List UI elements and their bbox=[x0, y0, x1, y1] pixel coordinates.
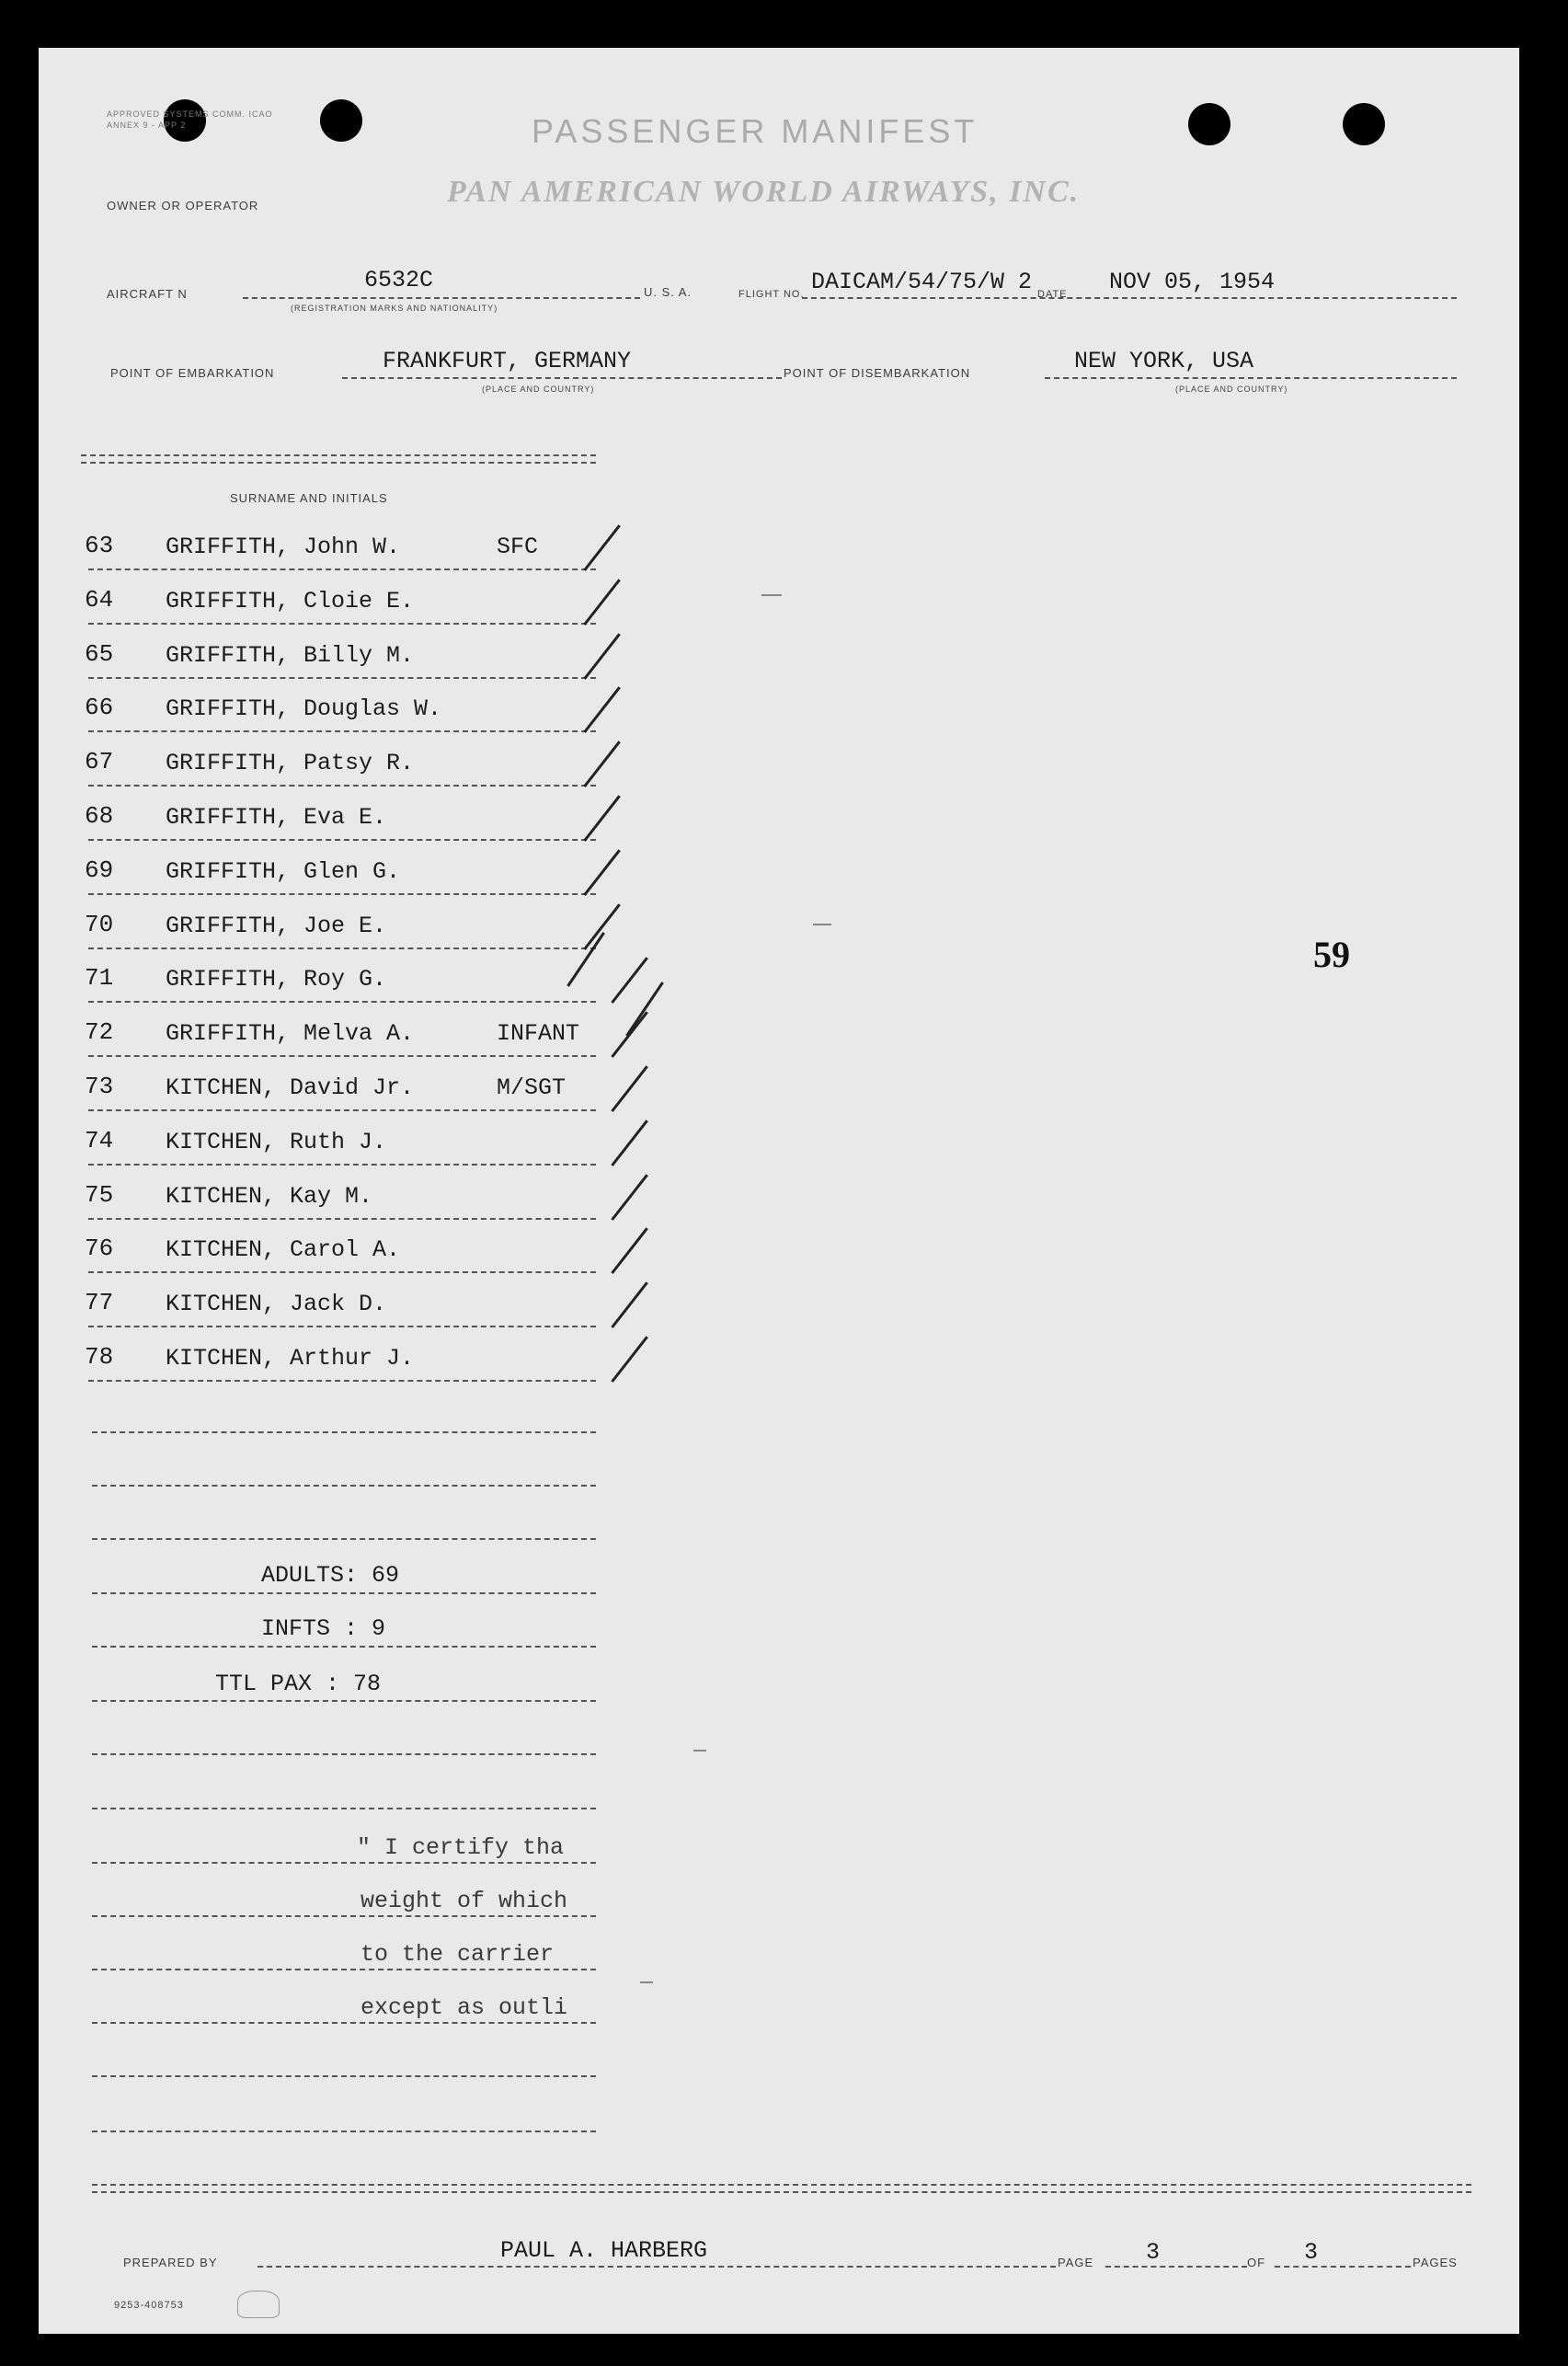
row-number: 75 bbox=[85, 1181, 114, 1209]
owner-label: OWNER OR OPERATOR bbox=[107, 199, 259, 212]
sheet-number: 59 bbox=[1313, 934, 1350, 975]
flight-date-line bbox=[802, 297, 1457, 299]
punch-hole bbox=[1343, 103, 1385, 145]
header-rule bbox=[81, 454, 596, 456]
row-number: 70 bbox=[85, 911, 114, 938]
date-value: NOV 05, 1954 bbox=[1109, 269, 1276, 295]
date-label: DATE bbox=[1037, 289, 1068, 300]
stray-mark bbox=[813, 924, 831, 925]
row-number: 66 bbox=[85, 694, 114, 721]
manifest-title: PASSENGER MANIFEST bbox=[532, 112, 979, 150]
row-number: 76 bbox=[85, 1235, 114, 1262]
row-line bbox=[88, 730, 596, 732]
row-number: 63 bbox=[85, 532, 114, 559]
row-number: 72 bbox=[85, 1018, 114, 1046]
stray-mark bbox=[693, 1750, 706, 1752]
certification-line: " I certify tha bbox=[357, 1834, 565, 1861]
footer-rule bbox=[92, 2184, 1471, 2186]
passenger-name: KITCHEN, David Jr. bbox=[166, 1074, 415, 1101]
blank-line bbox=[92, 1592, 596, 1594]
row-number: 67 bbox=[85, 748, 114, 775]
certification-line: to the carrier bbox=[361, 1941, 555, 1968]
punch-hole bbox=[1188, 103, 1230, 145]
row-number: 69 bbox=[85, 856, 114, 884]
disembarkation-line bbox=[1045, 377, 1457, 379]
row-number: 68 bbox=[85, 802, 114, 830]
page-label: PAGE bbox=[1058, 2256, 1094, 2269]
page-line bbox=[1105, 2266, 1247, 2268]
stray-mark bbox=[640, 1981, 653, 1983]
passenger-name: GRIFFITH, Roy G. bbox=[166, 966, 387, 993]
infants-total: INFTS : 9 bbox=[261, 1615, 386, 1642]
row-number: 73 bbox=[85, 1073, 114, 1100]
blank-line bbox=[92, 1969, 596, 1970]
prepared-by-label: PREPARED BY bbox=[123, 2256, 218, 2269]
row-number: 71 bbox=[85, 964, 114, 992]
passenger-name: GRIFFITH, Glen G. bbox=[166, 858, 401, 885]
approval-note: APPROVED SYSTEMS COMM. ICAO ANNEX 9 - APP 2 bbox=[107, 109, 273, 130]
aircraft-value: 6532C bbox=[364, 267, 434, 293]
registration-caption: (REGISTRATION MARKS AND NATIONALITY) bbox=[291, 304, 498, 313]
blank-line bbox=[92, 1538, 596, 1540]
pages-label: PAGES bbox=[1413, 2256, 1458, 2269]
row-line bbox=[88, 1271, 596, 1273]
of-line bbox=[1275, 2266, 1411, 2268]
embarkation-value: FRANKFURT, GERMANY bbox=[383, 348, 632, 374]
of-label: OF bbox=[1247, 2256, 1266, 2269]
row-line bbox=[88, 1055, 596, 1057]
row-line bbox=[88, 623, 596, 625]
row-line bbox=[88, 1326, 596, 1327]
blank-line bbox=[92, 1485, 596, 1487]
owner-value: PAN AMERICAN WORLD AIRWAYS, INC. bbox=[447, 175, 1081, 209]
adults-total: ADULTS: 69 bbox=[261, 1562, 400, 1589]
blank-line bbox=[92, 1646, 596, 1648]
row-line bbox=[88, 1380, 596, 1382]
passenger-note: INFANT bbox=[497, 1020, 580, 1047]
passenger-name: KITCHEN, Jack D. bbox=[166, 1291, 387, 1317]
passenger-note: SFC bbox=[497, 534, 539, 560]
passenger-name: GRIFFITH, Joe E. bbox=[166, 913, 387, 939]
row-number: 64 bbox=[85, 586, 114, 614]
disembarkation-caption: (PLACE AND COUNTRY) bbox=[1175, 385, 1288, 394]
row-number: 74 bbox=[85, 1127, 114, 1154]
blank-line bbox=[92, 2075, 596, 2077]
aircraft-label: AIRCRAFT N bbox=[107, 287, 188, 301]
aircraft-line bbox=[243, 297, 640, 299]
row-line bbox=[88, 569, 596, 570]
prepared-line bbox=[258, 2266, 1056, 2268]
row-line bbox=[88, 839, 596, 841]
passenger-name: GRIFFITH, Patsy R. bbox=[166, 750, 415, 776]
row-number: 77 bbox=[85, 1289, 114, 1316]
row-line bbox=[88, 1109, 596, 1111]
form-number: 9253-408753 bbox=[114, 2300, 184, 2311]
row-line bbox=[88, 948, 596, 949]
disembarkation-label: POINT OF DISEMBARKATION bbox=[784, 366, 971, 380]
passenger-name: GRIFFITH, Billy M. bbox=[166, 642, 415, 669]
header-rule bbox=[81, 462, 596, 464]
punch-hole bbox=[320, 99, 362, 142]
footer-rule bbox=[92, 2191, 1471, 2193]
blank-line bbox=[92, 1431, 596, 1433]
row-line bbox=[88, 1001, 596, 1003]
page-value: 3 bbox=[1146, 2239, 1161, 2266]
passenger-name: GRIFFITH, Cloie E. bbox=[166, 588, 415, 614]
passenger-name: KITCHEN, Arthur J. bbox=[166, 1345, 415, 1372]
blank-line bbox=[92, 1700, 596, 1702]
printed-in-usa-seal bbox=[237, 2291, 280, 2318]
passenger-name: GRIFFITH, Melva A. bbox=[166, 1020, 415, 1047]
passenger-name: GRIFFITH, John W. bbox=[166, 534, 401, 560]
passenger-note: M/SGT bbox=[497, 1074, 567, 1101]
stray-mark bbox=[761, 594, 782, 596]
certification-line: weight of which bbox=[361, 1888, 568, 1914]
blank-line bbox=[92, 1808, 596, 1809]
passenger-name: KITCHEN, Ruth J. bbox=[166, 1129, 387, 1155]
embarkation-label: POINT OF EMBARKATION bbox=[110, 366, 275, 380]
row-line bbox=[88, 893, 596, 895]
row-line bbox=[88, 677, 596, 679]
passenger-name: KITCHEN, Kay M. bbox=[166, 1183, 373, 1210]
row-line bbox=[88, 1164, 596, 1166]
embarkation-caption: (PLACE AND COUNTRY) bbox=[482, 385, 595, 394]
certification-line: except as outli bbox=[361, 1994, 568, 2021]
blank-line bbox=[92, 2022, 596, 2024]
blank-line bbox=[92, 1753, 596, 1755]
surname-column-header: SURNAME AND INITIALS bbox=[230, 491, 388, 505]
flight-value: DAICAM/54/75/W 2 bbox=[811, 269, 1033, 295]
blank-line bbox=[92, 1862, 596, 1864]
passenger-name: GRIFFITH, Douglas W. bbox=[166, 695, 442, 722]
total-passengers: TTL PAX : 78 bbox=[215, 1671, 382, 1697]
passenger-name: GRIFFITH, Eva E. bbox=[166, 804, 387, 831]
passenger-name: KITCHEN, Carol A. bbox=[166, 1236, 401, 1263]
blank-line bbox=[92, 1915, 596, 1917]
of-value: 3 bbox=[1304, 2239, 1319, 2266]
embarkation-line bbox=[342, 377, 782, 379]
flight-label: FLIGHT NO. bbox=[738, 289, 805, 300]
usa-label: U. S. A. bbox=[644, 285, 692, 299]
row-line bbox=[88, 1218, 596, 1220]
row-line bbox=[88, 785, 596, 787]
row-number: 78 bbox=[85, 1343, 114, 1371]
row-number: 65 bbox=[85, 640, 114, 668]
blank-line bbox=[92, 2131, 596, 2132]
disembarkation-value: NEW YORK, USA bbox=[1074, 348, 1254, 374]
prepared-by-value: PAUL A. HARBERG bbox=[500, 2237, 708, 2264]
